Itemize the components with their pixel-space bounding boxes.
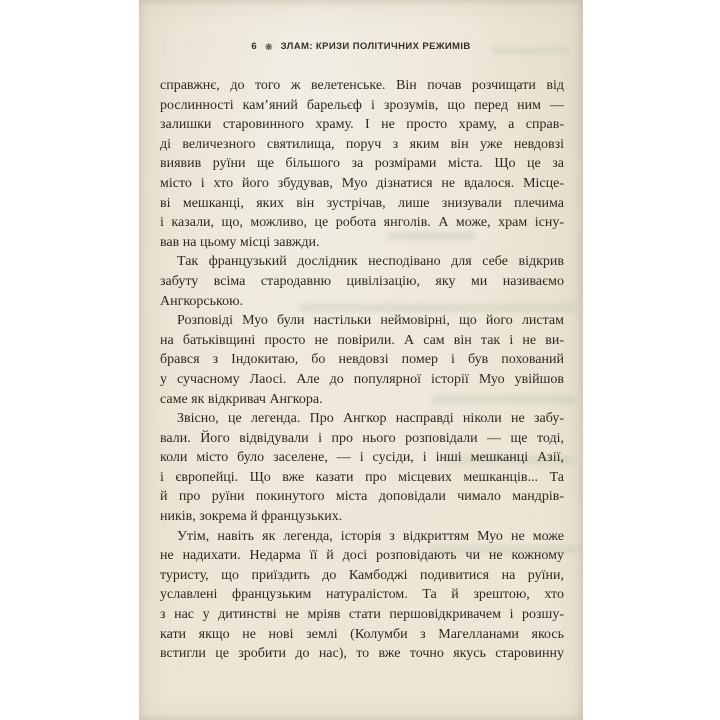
- text-line: ників, зокрема й французьких.: [160, 509, 343, 525]
- text-line: Так французький дослідник несподівано для себе відкрив: [177, 254, 564, 270]
- text-line: з нас у дитинстві не мріяв стати першовідкривачем і розшу-: [160, 607, 564, 623]
- text-line: Розповіді Муо були настільки неймовірні, що його листам: [177, 313, 564, 329]
- text-line: ві мешканці, яких він зустрічав, лише знизували плечима: [160, 195, 564, 211]
- text-line: туристу, що приїздить до Камбоджі подивитися на руїни,: [160, 567, 564, 583]
- text-line: справжнє, до того ж велетенське. Він почав розчищати від: [160, 78, 564, 93]
- text-line: брався з Індокитаю, бо невдовзі помер і був похований: [160, 352, 564, 368]
- text-line: у сучасному Лаосі. Але до популярної історії Муо увійшов: [160, 371, 564, 387]
- text-line: саме як відкривач Ангкора.: [160, 391, 323, 407]
- text-line: Звісно, це легенда. Про Ангкор насправді ніколи не забу-: [177, 411, 564, 427]
- text-line: Утім, навіть як легенда, історія з відкриттям Муо не може: [177, 528, 564, 544]
- text-line: й про руїни покинутого міста доповідали чимало мандрів-: [160, 489, 564, 505]
- text-line: Ангкорською.: [160, 293, 244, 309]
- text-line: вав на цьому місці завжди.: [160, 234, 320, 250]
- text-line: місто і хто його збудував, Муо дізнатися не вдалося. Місце-: [160, 175, 564, 191]
- text-line: залишки старовинного храму. І не просто храму, а справ-: [160, 117, 564, 133]
- text-line: встигли це зробити до нас), то вже точно якусь старовинну: [160, 646, 564, 662]
- text-line: уславлені французьким натуралістом. Та й зрештою, хто: [160, 587, 564, 603]
- running-head-title: ЗЛАМ: КРИЗИ ПОЛІТИЧНИХ РЕЖИМІВ: [280, 41, 471, 52]
- text-line: вали. Його відвідували і про нього розповідали — ще тоді,: [160, 430, 564, 446]
- text-line: кати якщо не нові землі (Колумби з Магелланами якось: [160, 626, 564, 642]
- text-line: не надихати. Недарма її й досі розповідають чи не кожному: [160, 548, 564, 564]
- book-page: [139, 0, 583, 720]
- text-line: і казали, що, можливо, це робота янголів. А може, храм існу-: [160, 215, 564, 231]
- text-line: і європейці. Що вже казати про місцевих мешканців... Та: [160, 469, 564, 485]
- page-number: 6: [251, 41, 258, 52]
- text-line: ді величезного святилища, поруч з яким він уже невдовзі: [160, 136, 564, 152]
- running-head: [139, 41, 583, 53]
- asterisk-ornament-icon: ❋: [265, 42, 273, 52]
- text-line: рослинності кам’яний барельєф і зрозумів, що перед ним —: [160, 97, 564, 113]
- text-line: виявив руїни ще більшого за розмірами міста. Що це за: [160, 156, 564, 172]
- body-text: [160, 76, 564, 664]
- text-line: на батьківщині просто не повірили. А сам він так і не ви-: [160, 332, 564, 348]
- text-line: коли місто було заселене, — і сусіди, і інші мешканці Азії,: [160, 450, 564, 466]
- text-line: забуту всіма стародавню цивілізацію, яку ми називаємо: [160, 273, 564, 289]
